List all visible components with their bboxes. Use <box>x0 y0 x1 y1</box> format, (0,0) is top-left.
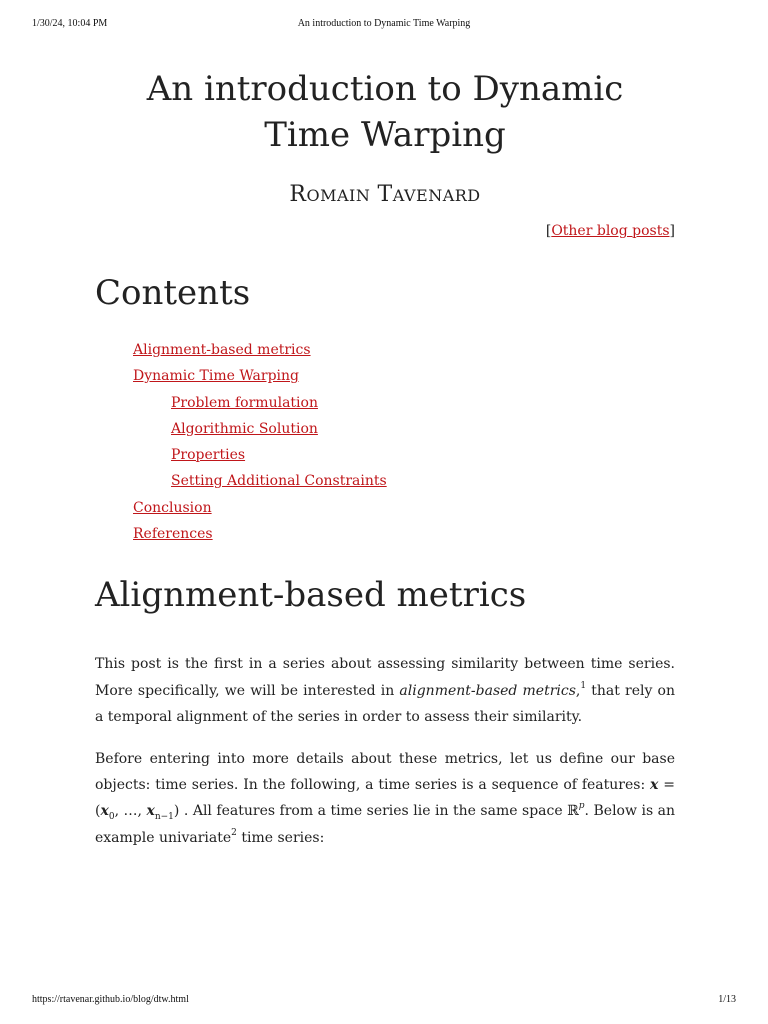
math-equals: = ( <box>95 777 675 820</box>
math-real-set: ℝ <box>567 803 579 820</box>
section-heading-alignment-based-metrics: Alignment-based metrics <box>95 575 527 616</box>
document-title-line2: Time Warping <box>264 115 506 155</box>
paragraph-definition-text-a: Before entering into more details about these metrics, let us define our base objects: time series. In the following, a time series is a sequence of features: <box>95 750 675 794</box>
math-dots: , …, <box>114 803 147 820</box>
author-first-initial: R <box>289 182 307 207</box>
toc-item <box>133 521 675 547</box>
toc-item <box>133 390 675 416</box>
math-x-bold: x <box>650 777 659 794</box>
toc-link[interactable]: References <box>133 526 213 543</box>
author-last-rest: AVENARD <box>392 186 481 205</box>
toc-link[interactable]: Problem formulation <box>171 394 318 411</box>
paragraph-definition <box>95 746 675 851</box>
comma: , <box>575 682 581 699</box>
paragraph-definition-text-c: . Below is an example univariate <box>95 803 675 846</box>
toc-item <box>133 442 675 468</box>
paragraph-intro-text-b: that rely on a temporal alignment of the series in order to assess their similarity. <box>95 682 675 725</box>
document-title-line1: An introduction to Dynamic <box>146 69 624 109</box>
author-name <box>95 182 675 207</box>
bracket-close: ] <box>669 223 675 239</box>
print-url: https://rtavenar.github.io/blog/dtw.html <box>32 994 189 1005</box>
math-close-paren: ) <box>173 803 180 820</box>
footnote-2-link[interactable]: 2 <box>231 827 237 838</box>
math-superscript-p: p <box>578 801 585 812</box>
alignment-based-metrics-emphasis: alignment-based metrics <box>399 682 576 699</box>
toc-link[interactable]: Setting Additional Constraints <box>171 473 387 490</box>
footnote-1-link[interactable]: 1 <box>580 680 587 691</box>
math-x0: x <box>100 803 109 820</box>
paragraph-intro <box>95 651 675 730</box>
toc-item <box>133 468 675 494</box>
other-blog-posts-link[interactable]: Other blog posts <box>551 223 670 239</box>
toc-item <box>133 337 675 363</box>
math-sub-0: 0 <box>108 812 115 823</box>
table-of-contents <box>95 337 675 547</box>
other-posts-line <box>95 223 675 239</box>
toc-link[interactable]: Dynamic Time Warping <box>133 368 299 385</box>
print-page-number: 1/13 <box>718 994 736 1005</box>
print-datetime: 1/30/24, 10:04 PM <box>32 18 108 29</box>
document-title <box>95 66 675 158</box>
author-last-initial: T <box>377 182 393 207</box>
paragraph-definition-text-d: time series: <box>236 829 325 846</box>
print-page-title: An introduction to Dynamic Time Warping <box>297 18 471 29</box>
bracket-open: [ <box>545 223 552 239</box>
math-xn: x <box>146 803 155 820</box>
toc-item <box>133 495 675 521</box>
paragraph-intro-text-a: This post is the first in a series about assessing similarity between time series. More specifically, we will be interested in <box>95 656 675 699</box>
document-body <box>95 60 675 851</box>
contents-heading: Contents <box>95 273 251 313</box>
toc-link[interactable]: Properties <box>171 447 246 464</box>
toc-link[interactable]: Alignment-based metrics <box>133 342 311 358</box>
toc-item <box>133 416 675 442</box>
toc-link[interactable]: Algorithmic Solution <box>171 420 318 437</box>
toc-link[interactable]: Conclusion <box>133 499 212 516</box>
paragraph-definition-text-b: . All features from a time series lie in the same space <box>179 803 568 820</box>
author-first-rest: OMAIN <box>306 186 371 205</box>
math-sub-n-1: n−1 <box>154 812 174 823</box>
toc-item <box>133 363 675 389</box>
